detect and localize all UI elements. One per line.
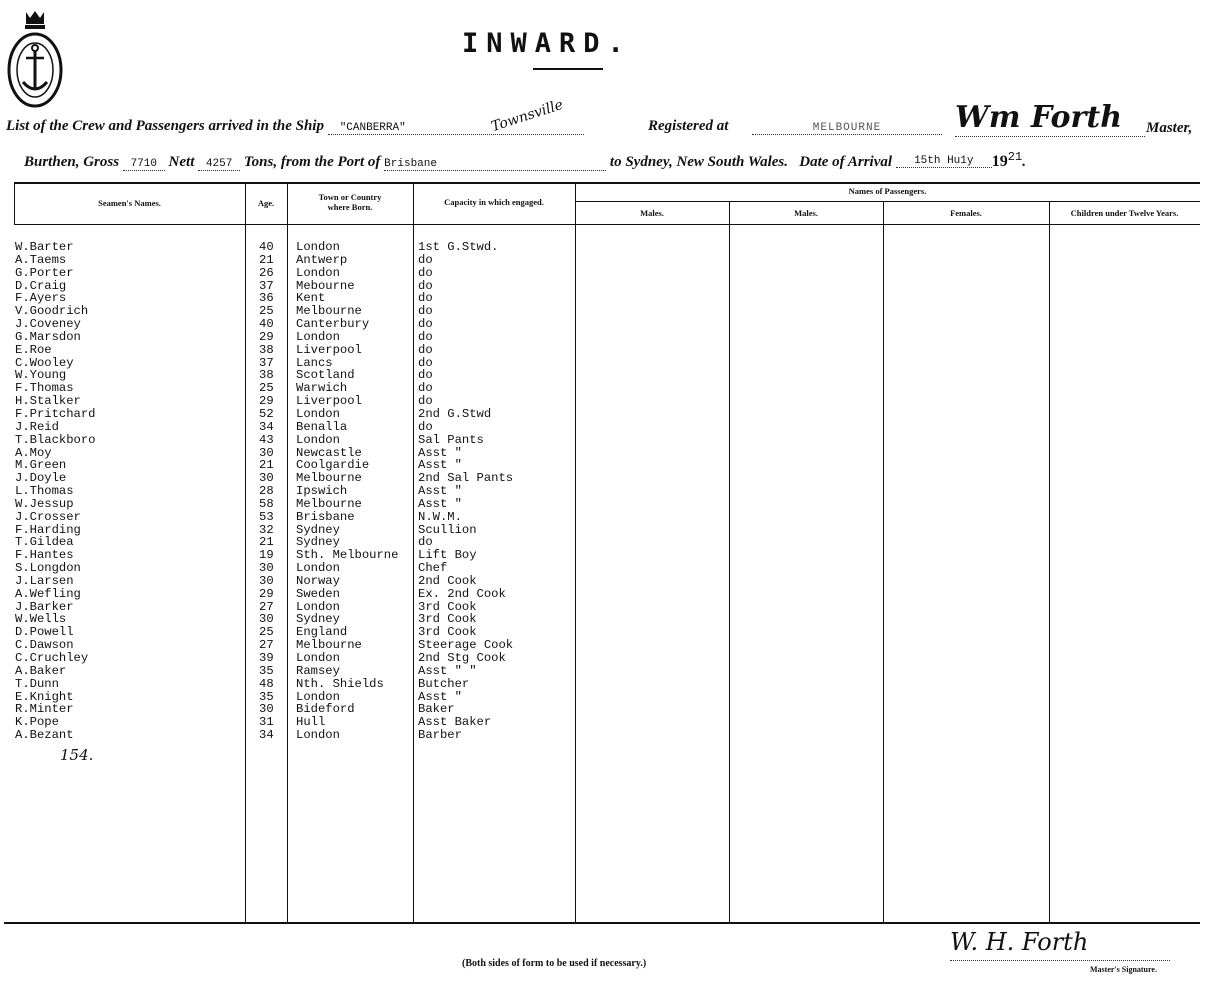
crew-age: 30 [259, 702, 274, 717]
crew-capacity: N.W.M. [418, 509, 462, 524]
crew-capacity: Ex. 2nd Cook [418, 586, 506, 601]
crew-name: W.Barter [15, 240, 74, 254]
destination: to Sydney, New South Wales. [609, 154, 788, 170]
crew-born: Brisbane [296, 509, 355, 524]
crew-capacity: do [418, 304, 433, 319]
crew-age: 53 [259, 509, 274, 524]
col-header-capacity: Capacity in which engaged. [444, 197, 544, 207]
crew-age: 30 [259, 471, 274, 486]
port-handwritten: Townsville [489, 96, 566, 136]
col-header-born-line1: Town or Country [318, 192, 382, 202]
crew-name: J.Doyle [15, 471, 67, 486]
col-divider-capacity [413, 182, 414, 922]
crew-name: H.Stalker [15, 394, 81, 409]
crew-name: F.Hantes [15, 548, 74, 563]
crew-name: W.Young [15, 368, 67, 383]
crew-born: Sth. Melbourne [296, 548, 399, 563]
crew-capacity: Asst " [418, 458, 462, 473]
crew-capacity: do [418, 265, 433, 280]
crew-capacity: do [418, 278, 433, 293]
col-header-males-2: Males. [794, 208, 818, 218]
year-prefix: 19 [991, 153, 1008, 170]
crew-age: 29 [259, 329, 274, 344]
crew-name: T.Blackboro [15, 432, 96, 447]
crew-capacity: do [418, 535, 433, 550]
crew-born: Sydney [296, 612, 340, 627]
crew-name: J.Larsen [15, 573, 74, 588]
crew-age: 30 [259, 445, 274, 460]
master-signature-line [955, 136, 1145, 137]
gross-tonnage: 7710 [123, 158, 165, 171]
crew-capacity: Barber [418, 728, 462, 743]
crew-name: C.Cruchley [15, 651, 89, 665]
footer-signature-label: Master's Signature. [1090, 965, 1157, 974]
crew-capacity: Sal Pants [418, 432, 484, 447]
footer-note: (Both sides of form to be used if necessary.) [462, 958, 647, 969]
crew-name: F.Thomas [15, 381, 74, 396]
crew-born: Scotland [296, 368, 355, 383]
crew-born: London [296, 689, 340, 704]
crew-age: 27 [259, 599, 274, 614]
master-label: Master, [1146, 120, 1193, 136]
crew-capacity: 2nd Stg Cook [418, 651, 506, 665]
crew-age: 30 [259, 573, 274, 588]
crew-capacity: do [418, 342, 433, 357]
crew-name: E.Roe [15, 342, 52, 357]
crew-name: W.Wells [15, 612, 67, 627]
nett-tonnage: 4257 [198, 158, 240, 171]
crew-capacity: Baker [418, 702, 455, 717]
crew-capacity: 2nd G.Stwd [418, 406, 492, 421]
master-signature: Wm Forth [955, 100, 1123, 135]
crew-name: D.Craig [15, 278, 67, 293]
crew-name: K.Pope [15, 715, 59, 730]
crew-age: 30 [259, 561, 274, 576]
crew-age-column [259, 241, 283, 742]
handwritten-count: 154. [60, 746, 94, 764]
table-top-rule [14, 182, 1200, 184]
crew-age: 19 [259, 548, 274, 563]
crew-born: Lancs [296, 355, 333, 370]
crew-born: London [296, 651, 340, 665]
crew-capacity: do [418, 381, 433, 396]
crew-born: Liverpool [296, 394, 362, 409]
crew-name: L.Thomas [15, 484, 74, 499]
crew-age: 35 [259, 663, 274, 678]
crew-born: Sydney [296, 522, 340, 537]
crew-age: 39 [259, 651, 274, 665]
crew-capacity: do [418, 329, 433, 344]
crew-age: 32 [259, 522, 274, 537]
crew-name: A.Wefling [15, 586, 81, 601]
col-divider-born [287, 182, 288, 922]
footer-signature: W. H. Forth [950, 928, 1089, 956]
crew-born: London [296, 728, 340, 743]
crew-names-column [15, 241, 243, 742]
crew-capacity: do [418, 317, 433, 332]
crew-born: London [296, 561, 340, 576]
crew-age: 21 [259, 458, 274, 473]
col-divider-age [245, 182, 246, 922]
crew-age: 29 [259, 394, 274, 409]
header-line-2 [24, 150, 1026, 171]
crew-capacity: Chef [418, 561, 448, 576]
col-divider-males2 [729, 201, 730, 922]
col-divider-children [1049, 201, 1050, 922]
crew-name: F.Ayers [15, 291, 67, 306]
crew-born: Melbourne [296, 471, 362, 486]
crew-age: 25 [259, 304, 274, 319]
crew-capacity: Scullion [418, 522, 477, 537]
crew-age: 29 [259, 586, 274, 601]
table-header-rule [14, 224, 1200, 225]
crew-age: 26 [259, 265, 274, 280]
crew-name: T.Dunn [15, 676, 59, 691]
crew-born: Bideford [296, 702, 355, 717]
crew-capacity: 3rd Cook [418, 625, 477, 640]
crew-name: A.Bezant [15, 728, 74, 743]
crew-name: J.Barker [15, 599, 74, 614]
crew-name: J.Reid [15, 419, 59, 434]
crew-name: A.Moy [15, 445, 52, 460]
crew-age: 34 [259, 728, 274, 743]
crew-age: 25 [259, 625, 274, 640]
crew-age: 25 [259, 381, 274, 396]
passenger-sub-rule [575, 201, 1200, 202]
crew-born: Ipswich [296, 484, 348, 499]
header-prefix: List of the Crew and Passengers arrived in the Ship [6, 118, 324, 134]
crew-born: London [296, 432, 340, 447]
year-suffix: 21 [1007, 150, 1023, 164]
crew-age: 48 [259, 676, 274, 691]
crew-capacity: Asst " [418, 484, 462, 499]
crew-capacity: Asst " " [418, 663, 477, 678]
ship-name: "CANBERRA" [328, 122, 584, 135]
crew-name: G.Marsdon [15, 329, 81, 344]
col-header-born-line2: where Born. [327, 202, 373, 212]
crew-capacity: do [418, 252, 433, 267]
crew-name: J.Coveney [15, 317, 81, 332]
crew-born: London [296, 265, 340, 280]
crew-born: Warwich [296, 381, 348, 396]
crew-born-column [296, 241, 411, 742]
col-header-born [287, 192, 413, 212]
crew-age: 35 [259, 689, 274, 704]
title-divider [533, 68, 603, 70]
crew-capacity: do [418, 368, 433, 383]
crew-name: R.Minter [15, 702, 74, 717]
crew-age: 28 [259, 484, 274, 499]
crew-born: Melbourne [296, 304, 362, 319]
crew-name: F.Pritchard [15, 406, 96, 421]
col-header-males-1: Males. [640, 208, 664, 218]
crew-born: Hull [296, 715, 326, 730]
crew-age: 30 [259, 612, 274, 627]
crew-name: D.Powell [15, 625, 74, 640]
crew-age: 38 [259, 342, 274, 357]
crew-born: Melbourne [296, 496, 362, 511]
crew-born: Sweden [296, 586, 340, 601]
col-header-age: Age. [257, 198, 275, 208]
col-header-names: Seamen's Names. [98, 198, 161, 208]
crew-born: Sydney [296, 535, 340, 550]
anchor-crest-icon [6, 8, 64, 108]
crew-born: Canterbury [296, 317, 370, 332]
crew-age: 27 [259, 638, 274, 653]
crew-name: V.Goodrich [15, 304, 89, 319]
date-label: Date of Arrival [799, 154, 893, 170]
crew-age: 52 [259, 406, 274, 421]
crew-born: Norway [296, 573, 340, 588]
col-divider-passengers [575, 182, 576, 922]
col-header-females: Females. [950, 208, 982, 218]
crew-name: E.Knight [15, 689, 74, 704]
crew-age: 36 [259, 291, 274, 306]
nett-label: Nett [168, 154, 195, 170]
crew-capacity: Asst " [418, 689, 462, 704]
crew-age: 37 [259, 278, 274, 293]
crew-capacity: do [418, 291, 433, 306]
year-end: . [1022, 154, 1026, 170]
crew-capacity: Lift Boy [418, 548, 477, 563]
crew-born: Ramsey [296, 663, 340, 678]
crew-capacity: do [418, 419, 433, 434]
crew-born: Coolgardie [296, 458, 370, 473]
crew-capacity: Asst Baker [418, 715, 492, 730]
tons-label: Tons, from the Port of [243, 154, 381, 170]
crew-name: A.Baker [15, 663, 67, 678]
crew-age: 37 [259, 355, 274, 370]
crew-born: Newcastle [296, 445, 362, 460]
crew-name: J.Crosser [15, 509, 81, 524]
crew-capacity: Butcher [418, 676, 470, 691]
crew-born: London [296, 240, 340, 254]
col-header-passengers: Names of Passengers. [848, 186, 927, 196]
form-title: INWARD. [462, 28, 632, 59]
registered-port: MELBOURNE [752, 122, 942, 135]
crew-name: C.Wooley [15, 355, 74, 370]
port-typed: Brisbane [384, 158, 606, 171]
crew-age: 40 [259, 317, 274, 332]
crew-capacity: 3rd Cook [418, 612, 477, 627]
crew-name: S.Longdon [15, 561, 81, 576]
crew-capacity: Asst " [418, 445, 462, 460]
col-divider-females [883, 201, 884, 922]
crew-capacity: do [418, 355, 433, 370]
crew-age: 21 [259, 535, 274, 550]
crew-capacity: 2nd Sal Pants [418, 471, 514, 486]
burthen-label: Burthen, Gross [24, 154, 120, 170]
crew-age: 21 [259, 252, 274, 267]
crew-age: 31 [259, 715, 274, 730]
crew-born: Antwerp [296, 252, 348, 267]
crew-born: London [296, 406, 340, 421]
crew-capacity: Asst " [418, 496, 462, 511]
crew-name: C.Dawson [15, 638, 74, 653]
crew-age: 40 [259, 240, 274, 254]
crew-age: 43 [259, 432, 274, 447]
crew-born: Nth. Shields [296, 676, 384, 691]
crew-capacity: 2nd Cook [418, 573, 477, 588]
crew-capacity: Steerage Cook [418, 638, 514, 653]
crew-age: 34 [259, 419, 274, 434]
crew-capacity: 3rd Cook [418, 599, 477, 614]
crew-capacity: 1st G.Stwd. [418, 240, 499, 254]
crew-name: G.Porter [15, 265, 74, 280]
registered-label: Registered at [648, 118, 729, 134]
crew-born: London [296, 599, 340, 614]
crew-name: A.Taems [15, 252, 67, 267]
crew-age: 38 [259, 368, 274, 383]
crew-born: England [296, 625, 348, 640]
crew-name: M.Green [15, 458, 67, 473]
crew-name: W.Jessup [15, 496, 74, 511]
crew-capacity-column [418, 241, 573, 742]
crew-name: F.Harding [15, 522, 81, 537]
crew-born: Melbourne [296, 638, 362, 653]
crew-born: London [296, 329, 340, 344]
arrival-date: 15th Hu1y [896, 155, 992, 168]
table-bottom-rule [4, 922, 1200, 924]
crew-capacity: do [418, 394, 433, 409]
crew-born: Mebourne [296, 278, 355, 293]
crew-born: Benalla [296, 419, 348, 434]
crew-born: Kent [296, 291, 326, 306]
crew-born: Liverpool [296, 342, 362, 357]
crew-name: T.Gildea [15, 535, 74, 550]
crew-age: 58 [259, 496, 274, 511]
footer-signature-line [950, 960, 1170, 961]
col-header-children: Children under Twelve Years. [1070, 208, 1179, 218]
